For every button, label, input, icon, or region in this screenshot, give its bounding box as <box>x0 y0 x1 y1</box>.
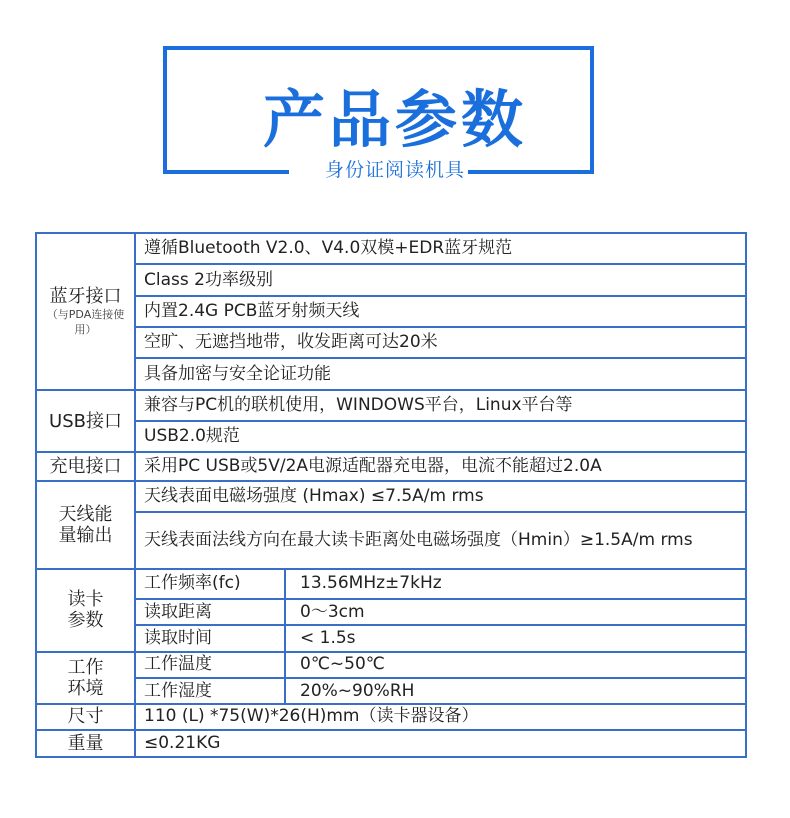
category-note: （与PDA连接使用） <box>46 307 125 336</box>
category-antenna: 天线能量输出 <box>36 481 135 569</box>
spec-label: 工作湿度 <box>135 678 285 704</box>
table-row <box>36 296 746 327</box>
table-row <box>36 481 746 512</box>
table-row <box>36 704 746 729</box>
spec-value: 采用PC USB或5V/2A电源适配器充电器，电流不能超过2.0A <box>135 452 746 480</box>
table-row <box>36 599 746 625</box>
page-title: 产品参数 <box>262 83 527 156</box>
spec-value: Class 2功率级别 <box>135 264 746 295</box>
spec-value: 110 (L) *75(W)*26(H)mm（读卡器设备） <box>135 704 746 729</box>
spec-value: 0～3cm <box>285 599 746 625</box>
category-card-reading: 读卡参数 <box>36 569 135 652</box>
spec-value: < 1.5s <box>285 625 746 651</box>
spec-table <box>35 232 747 758</box>
category-usb: USB接口 <box>36 390 135 453</box>
table-row <box>36 264 746 295</box>
category-size: 尺寸 <box>36 704 135 729</box>
spec-label: 工作温度 <box>135 652 285 678</box>
table-row <box>36 625 746 651</box>
spec-value: 兼容与PC机的联机使用，WINDOWS平台，Linux平台等 <box>135 390 746 421</box>
page-subtitle: 身份证阅读机具 <box>324 159 465 181</box>
spec-value: 遵循Bluetooth V2.0、V4.0双模+EDR蓝牙规范 <box>135 233 746 264</box>
table-row <box>36 390 746 421</box>
category-bluetooth <box>36 233 135 390</box>
table-row <box>36 233 746 264</box>
table-row <box>36 730 746 757</box>
table-row <box>36 678 746 704</box>
spec-value: 20%~90%RH <box>285 678 746 704</box>
spec-value: USB2.0规范 <box>135 421 746 452</box>
table-row <box>36 512 746 569</box>
spec-value: 天线表面电磁场强度 (Hmax) ≤7.5A/m rms <box>135 481 746 512</box>
table-row <box>36 421 746 452</box>
spec-value: 0℃~50℃ <box>285 652 746 678</box>
category-weight: 重量 <box>36 730 135 757</box>
category-label: 蓝牙接口 <box>49 285 122 307</box>
spec-value: 13.56MHz±7kHz <box>285 569 746 599</box>
spec-label: 读取距离 <box>135 599 285 625</box>
spec-value: 内置2.4G PCB蓝牙射频天线 <box>135 296 746 327</box>
category-environment: 工作环境 <box>36 652 135 705</box>
table-row <box>36 358 746 389</box>
spec-value: 具备加密与安全论证功能 <box>135 358 746 389</box>
spec-value: 天线表面法线方向在最大读卡距离处电磁场强度（Hmin）≥1.5A/m rms <box>135 512 746 569</box>
spec-label: 工作频率(fc) <box>135 569 285 599</box>
category-charging: 充电接口 <box>36 452 135 480</box>
spec-label: 读取时间 <box>135 625 285 651</box>
table-row <box>36 569 746 599</box>
spec-value: 空旷、无遮挡地带，收发距离可达20米 <box>135 327 746 358</box>
table-row <box>36 327 746 358</box>
table-row <box>36 452 746 480</box>
spec-value: ≤0.21KG <box>135 730 746 757</box>
table-row <box>36 652 746 678</box>
